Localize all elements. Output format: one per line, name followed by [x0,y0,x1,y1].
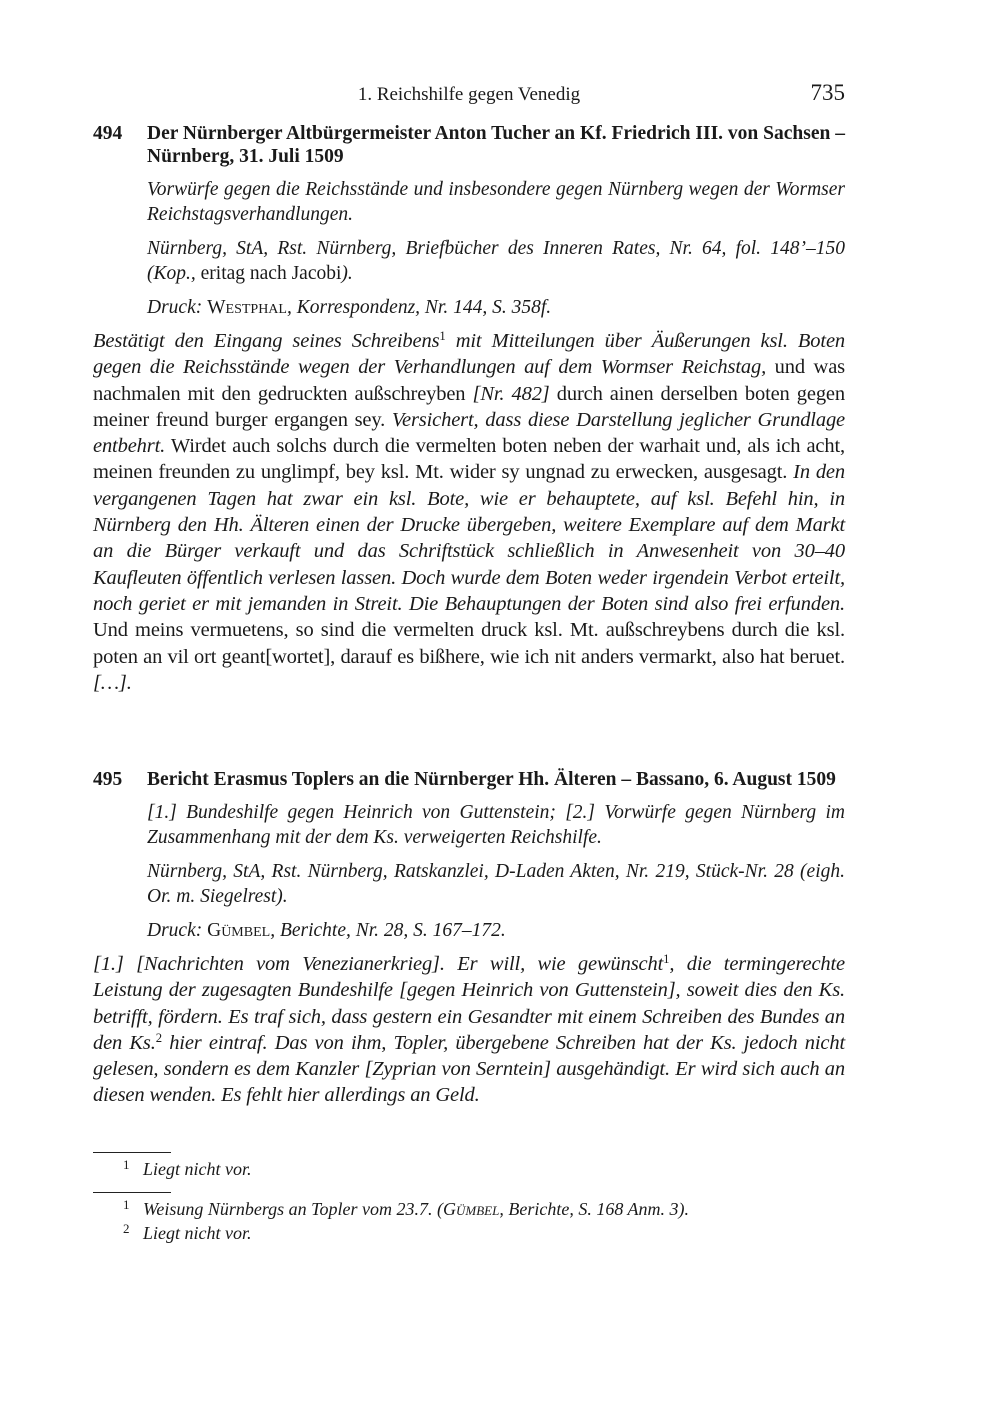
entry-number: 494 [93,123,123,144]
entry-body [93,951,845,1109]
footnote-ref[interactable]: 1 [663,952,670,967]
text-segment: , Berichte, Nr. 28, S. 167–172. [270,920,506,941]
text-segment: , Korrespondenz, Nr. 144, S. 358f. [286,297,552,318]
text-segment: Druck: [147,297,208,318]
entry-title: Der Nürnberger Altbürgermeister Anton Tucher an Kf. Friedrich III. von Sachsen – Nürnberg, 31. Juli 1509 [147,123,845,167]
running-title: 1. Reichshilfe gegen Venedig [357,84,581,105]
entry-heading [93,768,845,791]
text-segment: hier eintraf. Das von ihm, Topler, übergebene Schreiben hat der Ks. jedoch nicht gelesen, sondern es dem Kanzler [Zyprian von Serntein] ausgehändigt. Er wird sich auch an diesen wenden. Es fehlt hier allerdings an Geld. [93,1031,845,1107]
entry-body [93,328,845,696]
footnote-text [123,1157,845,1181]
entry-print [93,918,845,943]
footnote-text [123,1221,845,1245]
text-segment: Liegt nicht vor. [143,1159,252,1179]
footnote-number: 1 [123,1197,130,1212]
text-segment: In den vergangenen Tagen hat zwar ein ksl. Bote, wie er behauptete, auf ksl. Befehl hin, in Nürnberg den Hh. Älteren einen der Drucke übergeben, weitere Exemplare auf dem Markt an die Bürger verkauft und das Schriftstück schließlich in Anwesenheit von 30–40 Kaufleuten öffentlich verlesen lassen. Doch wurde dem Boten weder irgendein Verbot erteilt, noch geriet er mit jemanden in Streit. Die Behauptungen der Boten sind also frei erfunden. [93,461,845,615]
footnotes-495 [93,1192,845,1245]
text-segment: […]. [93,671,132,694]
footnote [93,1221,845,1245]
text-segment: Nürnberg, StA, Rst. Nürnberg, Briefbücher des Inneren Rates, Nr. 64, fol. 148’–150 (Kop., [147,238,845,284]
footnote-number: 1 [123,1157,130,1172]
entry-summary: Vorwürfe gegen die Reichsstände und insbesondere gegen Nürnberg wegen der Wormser Reichstagsverhandlungen. [147,179,845,225]
footnote [93,1197,845,1221]
footnote-text [123,1197,845,1221]
footnote-number: 2 [123,1221,130,1236]
entry-print [93,295,845,320]
entry-heading [93,122,845,168]
page-number: 735 [810,80,845,105]
text-segment: Nürnberg, StA, Rst. Nürnberg, Ratskanzlei, D-Laden Akten, Nr. 219, Stück-Nr. 28 (eigh. Or. m. Siegelrest). [147,861,845,907]
footnote-ref[interactable]: 1 [439,329,446,344]
text-segment: eritag nach Jacobi [195,263,342,284]
text-segment: Versichert, dass diese Darstellung jeglicher Grundlage entbehrt. [93,408,845,458]
footnote-ref[interactable]: 2 [155,1030,162,1045]
text-segment: , die termingerechte Leistung der zugesagten Bundeshilfe [gegen Heinrich von Guttenstein], soweit dies den Ks. betrifft, fördern. Es traf sich, dass gestern ein Gesandter mit einem Schreiben des Bundes an den Ks. [93,953,846,1054]
text-segment: und was nachmalen mit den gedruckten außschreyben [93,356,845,405]
entry-494 [93,122,845,696]
author-name: Gümbel [443,1199,500,1219]
text-segment: [Nr. 482] [472,382,550,405]
text-segment: mit Mitteilungen über Äußerungen ksl. Boten gegen die Reichsstände wegen der Verhandlungen auf dem Wormser Reichstag, [93,330,845,379]
text-segment: Druck: [147,920,208,941]
footnote-rule [93,1192,171,1193]
text-segment: , Berichte, S. 168 Anm. 3). [499,1199,689,1219]
footnote [93,1157,845,1181]
entry-number: 495 [93,769,123,790]
entry-summary: [1.] Bundeshilfe gegen Heinrich von Guttenstein; [2.] Vorwürfe gegen Nürnberg im Zusammenhang mit der dem Ks. verweigerten Reichshilfe. [147,802,845,848]
footnote-rule [93,1152,171,1153]
text-segment: Und meins vermuetens, so sind die vermelten druck ksl. Mt. außschreybens durch die ksl. poten an vil ort geant[wortet], darauf es bißhere, wie ich nit anders vermarkt, also hat beruet. [93,619,845,668]
footnotes-494 [93,1152,845,1181]
text-segment: Wirdet auch solchs durch die vermelten boten neben der warhait und, als ich acht, meinen freunden zu unglimpf, bey ksl. Mt. wider sy ungnad zu erwecken, ausgesagt. [93,435,845,484]
entry-source [93,236,845,286]
entry-title: Bericht Erasmus Toplers an die Nürnberger Hh. Älteren – Bassano, 6. August 1509 [147,769,836,790]
text-segment: Weisung Nürnbergs an Topler vom 23.7. ( [143,1199,444,1219]
author-name: Westphal [207,297,287,318]
text-segment: Liegt nicht vor. [143,1223,252,1243]
text-segment: durch ainen derselben boten gegen meiner freund burger ergangen sey. [93,382,845,431]
entry-495 [93,768,845,1109]
author-name: Gümbel [207,920,271,941]
text-segment: Bestätigt den Eingang seines Schreibens [93,330,440,352]
text-segment: [1.] [Nachrichten vom Venezianerkrieg]. Er will, wie gewünscht [93,953,664,975]
entry-source [93,859,845,909]
text-segment: ). [341,263,353,284]
running-header [93,80,845,110]
